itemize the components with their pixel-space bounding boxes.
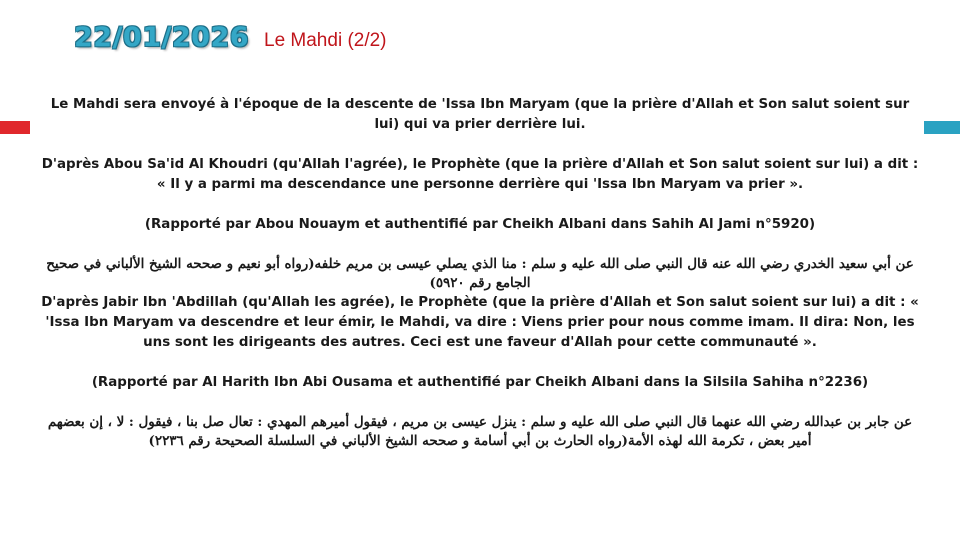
hadith-1-source: (Rapporté par Abou Nouaym et authentifié par Cheikh Albani dans Sahih Al Jami n°5920) [144,217,816,232]
slide-date: 22/01/2026 [74,22,250,53]
slide-content [40,95,920,451]
slide-title: Le Mahdi (2/2) [264,30,387,51]
hadith-1-arabic: عن أبي سعيد الخدري رضي الله عنه قال النبي صلى الله عليه و سلم : منا الذي يصلي عيسى بن مريم خلفه(رواه أبو نعيم و صححه الشيخ الألباني في صحيح الجامع رقم ٥٩٢٠) [46,256,914,291]
hadith-1-french: D'après Abou Sa'id Al Khoudri (qu'Allah l'agrée), le Prophète (que la prière d'Allah et Son salut soient sur lui) a dit : « Il y a parmi ma descendance une personne derrière qui 'Issa Ibn Maryam va prier ». [41,157,919,192]
hadith-2-french: D'après Jabir Ibn 'Abdillah (qu'Allah les agrée), le Prophète (que la prière d'Allah et Son salut soient sur lui) a dit : « 'Issa Ibn Maryam va descendre et leur émir, le Mahdi, va dire : Viens prier pour nous comme imam. Il dira: Non, les uns sont les dirigeants des autres. Ceci est une faveur d'Allah pour cette communauté ». [41,295,919,350]
hadith-2-source: (Rapporté par Al Harith Ibn Abi Ousama et authentifié par Cheikh Albani dans la Silsila Sahiha n°2236) [91,375,869,390]
left-accent-bar [0,121,30,134]
hadith-2-arabic: عن جابر بن عبدالله رضي الله عنهما قال النبي صلى الله عليه و سلم : ينزل عيسى بن مريم ، فيقول أميرهم المهدي : تعال صل بنا ، فيقول : لا ، إن بعضهم أمير بعض ، تكرمة الله لهذه الأمة(رواه الحارث بن أبي أسامة و صححه الشيخ الألباني في السلسلة الصحيحة رقم ٢٢٣٦) [47,414,913,449]
right-accent-bar [924,121,960,134]
intro-paragraph: Le Mahdi sera envoyé à l'époque de la descente de 'Issa Ibn Maryam (que la prière d'Allah et Son salut soient sur lui) qui va prier derrière lui. [50,97,910,132]
